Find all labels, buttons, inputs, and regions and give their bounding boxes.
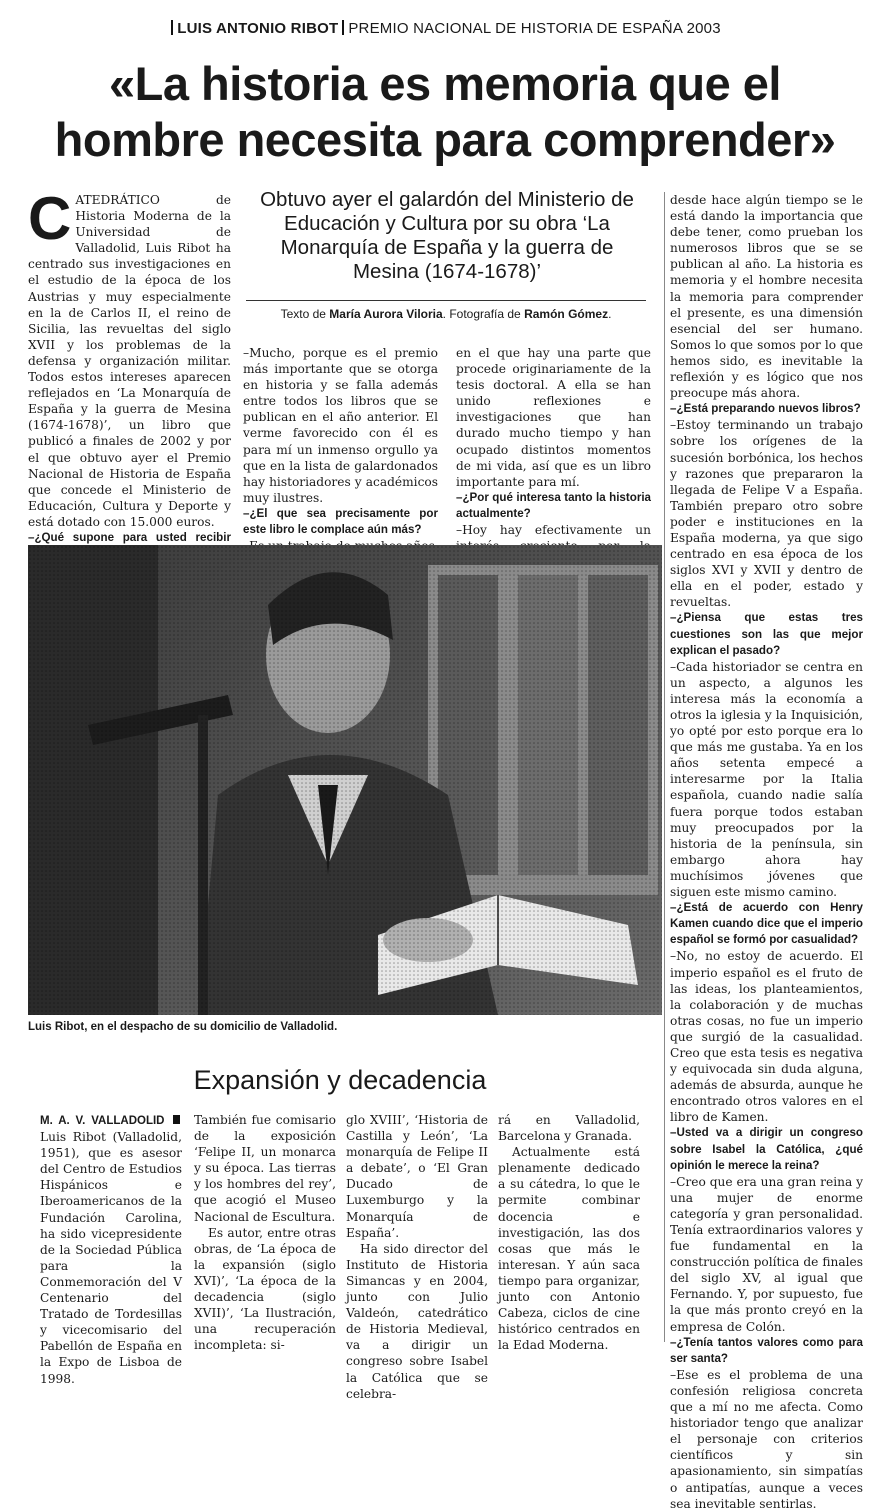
deck: Obtuvo ayer el galardón del Ministerio de Educación y Cultura por su obra ‘La Monarquía de España y la guerra de Mesina (1674-1678)’ bbox=[260, 188, 634, 283]
credit-photo-prefix: . Fotografía de bbox=[442, 307, 521, 321]
interview-column-4 bbox=[670, 192, 863, 1511]
question: –Usted va a dirigir un congreso sobre Isabel la Católica, ¿qué opinión le merece la reina? bbox=[670, 1126, 863, 1172]
answer: –Estoy terminando un trabajo sobre los orígenes de la sucesión borbónica, los hechos y razones que prepararon la llegada de Felipe V a España. También preparo otro sobre poder e instituciones en la España moderna, ya que sigo centrado en esa época de los siglos XVI y XVII y dentro de ella en el poder, estado y revueltas. bbox=[670, 418, 863, 610]
answer: –No, no estoy de acuerdo. El imperio español es el fruto de las ideas, los planteamientos, la colaboración y de muchas otras cosas, no fue un imperio que surgió de la casualidad. Creo que esta tesis es negativa y equivocada sin duda alguna, además de absurda, aunque he encontrado otros valores en el libro de Kamen. bbox=[670, 949, 863, 1125]
question: –¿Por qué interesa tanto la historia actualmente? bbox=[456, 490, 651, 520]
sidebar-text: glo XVIII’, ‘Historia de Castilla y León’, ‘La monarquía de Felipe II a debate’, o ‘El Gran Ducado de Luxemburgo y la Monarquía de España’. bbox=[346, 1113, 488, 1240]
sidebar-text: Ha sido director del Instituto de Historia Simancas y en 2004, junto con Julio Valdeón, catedrático de Historia Medieval, va a dirigir un congreso sobre Isabel la Católica que se celebra- bbox=[346, 1241, 488, 1401]
kicker-name: LUIS ANTONIO RIBOT bbox=[177, 20, 339, 37]
column-rule bbox=[664, 192, 665, 1342]
question: –¿Tenía tantos valores como para ser santa? bbox=[670, 1335, 863, 1365]
credit-photographer: Ramón Gómez bbox=[524, 307, 609, 321]
kicker-subtitle: PREMIO NACIONAL DE HISTORIA DE ESPAÑA 2003 bbox=[348, 20, 721, 37]
answer: desde hace algún tiempo se le está dando la importancia que debe tener, como prueban los numerosos libros que se se publican al año. La historia es memoria y el hombre necesita la memoria para comprender el presente, es una dimensión esencial del ser humano. Somos lo que somos por lo que hemos sido, es inevitable la reflexión y es lógico que nos preocupe más ahora. bbox=[670, 193, 863, 401]
sidebar-column-2 bbox=[194, 1112, 336, 1353]
credit-line bbox=[246, 307, 646, 321]
dropcap: C bbox=[28, 185, 72, 252]
headline: «La historia es memoria que el hombre necesita para comprender» bbox=[54, 57, 836, 166]
portrait-photo bbox=[28, 545, 662, 1015]
kicker bbox=[0, 20, 888, 37]
answer: –Ese es el problema de una confesión religiosa concreta que a mí no me afecta. Como historiador tengo que analizar el personaje con criterios científicos y sin apasionamiento, sin simpatías o antipatías, aunque a veces sea inevitable sentirlas. bbox=[670, 1367, 863, 1511]
credit-end: . bbox=[608, 307, 612, 321]
byline-square bbox=[173, 1115, 180, 1124]
sidebar-text: Luis Ribot (Valladolid, 1951), que es asesor del Centro de Estudios Hispánicos e Iberoamericanos de la Fundación Carolina, ha sido vicepresidente de la Sociedad Pública para la Conmemoración del V Centenario del Tratado de Tordesillas y vicecomisario del Pabellón de España en la Expo de Lisboa de 1998. bbox=[40, 1130, 182, 1386]
answer: –Mucho, porque es el premio más importante que se otorga en historia y se falla además entre todos los libros que se publican en el año anterior. El verme favorecido con él es para mí un inmenso orgullo ya que en la lista de galardonados hay historiadores y académicos muy ilustres. bbox=[243, 346, 438, 505]
credit-author: María Aurora Viloria bbox=[329, 307, 443, 321]
sidebar-text: Actualmente está plenamente dedicado a su cátedra, lo que le permite combinar docencia e investigación, las dos cosas que más le interesan. Y aún saca tiempo para organizar, junto con Antonio Cabeza, ciclos de cine histórico centrados en la Edad Moderna. bbox=[498, 1145, 640, 1353]
credit-rule bbox=[246, 300, 646, 301]
sidebar-title: Expansión y decadencia bbox=[193, 1065, 487, 1095]
sidebar-text: También fue comisario de la exposición ‘Felipe II, un monarca y su época. Las tierras y los hombres del rey’, que acogió el Museo Nacional de Escultura. bbox=[194, 1113, 336, 1224]
question: –¿Está de acuerdo con Henry Kamen cuando dice que el imperio español se formó por casualidad? bbox=[670, 901, 863, 947]
question: –¿Piensa que estas tres cuestiones son las que mejor explican el pasado? bbox=[670, 611, 863, 657]
credit-text-prefix: Texto de bbox=[280, 307, 326, 321]
sidebar-column-3 bbox=[346, 1112, 488, 1401]
answer: –Creo que era una gran reina y una mujer de enorme categoría y gran personalidad. Tenía extraordinarios valores y fue fundamental en la construcción política de finales del siglo XV, al igual que Fernando. Y, por supuesto, fue la que más pronto creyó en la empresa de Colón. bbox=[670, 1174, 863, 1334]
answer: en el que hay una parte que procede originariamente de la tesis doctoral. A ella se han unido reflexiones e investigaciones que han durado mucho tiempo y han ocupado distintos momentos de mi vida, así que es un libro importante para mí. bbox=[456, 346, 651, 489]
interview-column-2 bbox=[243, 345, 438, 535]
kicker-bar bbox=[171, 20, 173, 35]
sidebar-text: rá en Valladolid, Barcelona y Granada. bbox=[498, 1113, 640, 1144]
answer: –Cada historiador se centra en un aspecto, a algunos les interesa más la economía a otros la iglesia y la Inquisición, yo opté por esto porque era lo que más me gustaba. Ya en los años setenta empecé a interesarme por la Italia española, cuando nadie salía fuera porque todos estaban muy preocupados por la historia de la península, sin embargo ahora hay muchísimos jóvenes que siguen este mismo camino. bbox=[670, 659, 863, 900]
intro-text: ATEDRÁTICO de Historia Moderna de la Universidad de Valladolid, Luis Ribot ha centrado sus investigaciones en el estudio de la época de los Austrias y muy especialmente en la de Carlos II, el reino de Sicilia, las revueltas del siglo XVII y los problemas de la defensa y organización militar. Todos estos intereses aparecen reflejados en ‘La Monarquía de España y la guerra de Mesina (1674-1678)’, un libro que publicó a finales de 2002 y por el que obtuvo ayer el Premio Nacional de Historia de España que concede el Ministerio de Educación, Cultura y Deporte y está dotado con 15.000 euros. bbox=[28, 193, 231, 529]
answer: –Hoy hay efectivamente un bbox=[456, 523, 651, 538]
question: –¿El que sea precisamente por este libro le complace aún más? bbox=[243, 506, 438, 537]
question: –¿Qué supone para usted recibir bbox=[28, 530, 231, 544]
question: –¿Está preparando nuevos libros? bbox=[670, 402, 861, 416]
kicker-bar bbox=[342, 20, 344, 35]
photo-caption: Luis Ribot, en el despacho de su domicilio de Valladolid. bbox=[28, 1021, 338, 1033]
intro-column bbox=[28, 185, 231, 544]
sidebar-column-1 bbox=[40, 1112, 182, 1386]
sidebar-byline: M. A. V. VALLADOLID bbox=[40, 1115, 165, 1127]
sidebar-column-4 bbox=[498, 1112, 640, 1353]
sidebar-text: Es autor, entre otras obras, de ‘La época de la expansión (siglo XVI)’, ‘La época de la decadencia (siglo XVII)’, ‘La Ilustración, una recuperación incompleta: si- bbox=[194, 1225, 336, 1353]
portrait-illustration bbox=[28, 545, 662, 1015]
interview-column-3 bbox=[456, 345, 651, 538]
